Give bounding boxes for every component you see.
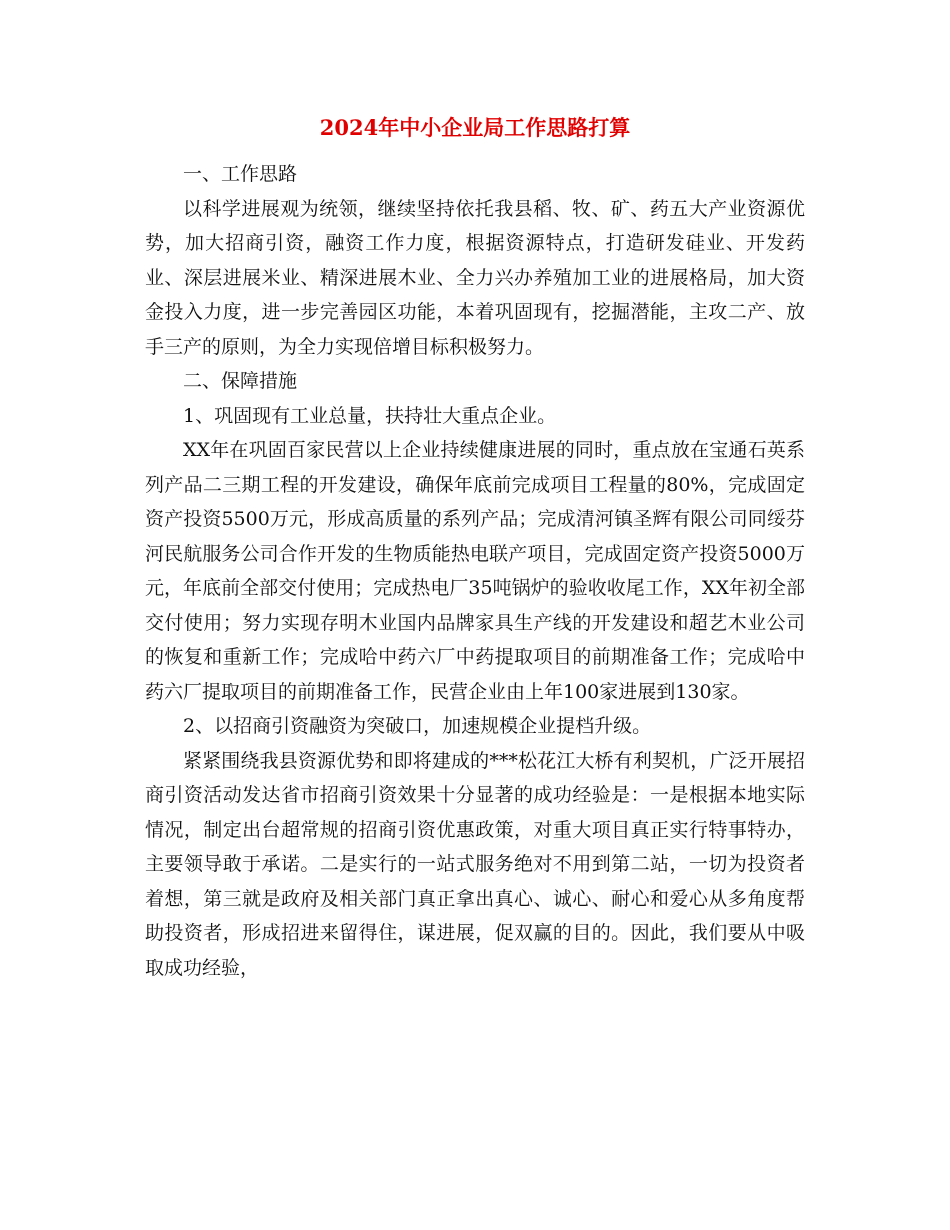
section-heading-work-ideas: 一、工作思路 xyxy=(183,163,298,185)
document-body xyxy=(145,157,805,985)
paragraph-consolidate-industry: XX年在巩固百家民营以上企业持续健康进展的同时，重点放在宝通石英系列产品二三期工程的开发建设，确保年底前完成项目工程量的80%，完成固定资产投资5500万元，形成高质量的系列产品；完成清河镇圣辉有限公司同绥芬河民航服务公司合作开发的生物质能热电联产项目，完成固定资产投资5000万元，年底前全部交付使用；完成热电厂35吨锅炉的验收收尾工作，XX年初全部交付使用；努力实现存明木业国内品牌家具生产线的开发建设和超艺木业公司的恢复和重新工作；完成哈中药六厂中药提取项目的前期准备工作；完成哈中药六厂提取项目的前期准备工作，民营企业由上年100家进展到130家。 xyxy=(145,439,805,703)
subheading-investment-attraction: 2、以招商引资融资为突破口，加速规模企业提档升级。 xyxy=(183,715,652,737)
paragraph-work-ideas: 以科学进展观为统领，继续坚持依托我县稻、牧、矿、药五大产业资源优势，加大招商引资，融资工作力度，根据资源特点，打造研发硅业、开发药业、深层进展米业、精深进展木业、全力兴办养殖加工业的进展格局，加大资金投入力度，进一步完善园区功能，本着巩固现有，挖掘潜能，主攻二产、放手三产的原则，为全力实现倍增目标积极努力。 xyxy=(145,197,805,358)
section-heading-safeguards: 二、保障措施 xyxy=(183,370,298,392)
subheading-consolidate-industry: 1、巩固现有工业总量，扶持壮大重点企业。 xyxy=(183,404,557,427)
paragraph-investment-attraction: 紧紧围绕我县资源优势和即将建成的***松花江大桥有利契机，广泛开展招商引资活动发达省市招商引资效果十分显著的成功经验是：一是根据本地实际情况，制定出台超常规的招商引资优惠政策，对重大项目真正实行特事特办，主要领导敢于承诺。二是实行的一站式服务绝对不用到第二站，一切为投资者着想，第三就是政府及相关部门真正拿出真心、诚心、耐心和爱心从多角度帮助投资者，形成招进来留得住，谋进展，促双赢的目的。因此，我们要从中吸取成功经验， xyxy=(145,749,805,979)
document-title: 2024年中小企业局工作思路打算 xyxy=(319,115,631,140)
